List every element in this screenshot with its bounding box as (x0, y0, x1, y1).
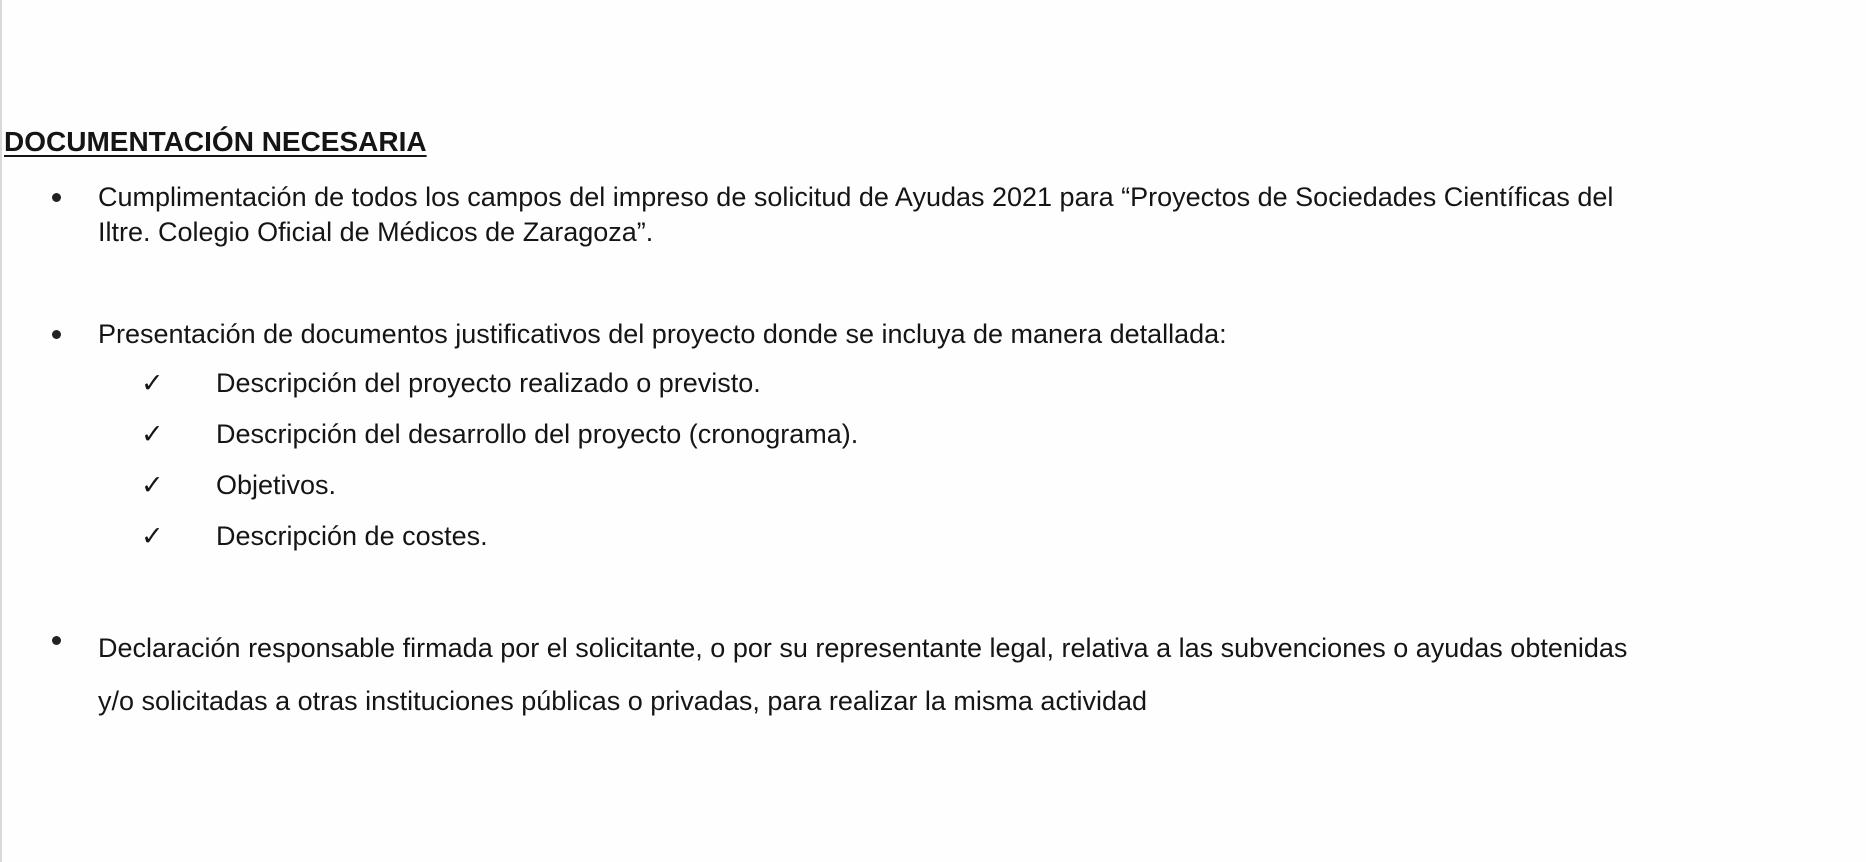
bullet-3-text (98, 622, 1627, 728)
bullet-2-line-1: Presentación de documentos justificativos del proyecto donde se incluya de manera detallada: (98, 319, 1227, 349)
bullet-2-dot (52, 330, 61, 339)
bullet-1-dot (52, 193, 61, 202)
subitem-3-text: Objetivos. (216, 470, 337, 500)
check-2-icon: ✓ (141, 419, 164, 450)
bullet-3-line-1: Declaración responsable firmada por el solicitante, o por su representante legal, relativa a las subvenciones o ayudas obtenidas (98, 633, 1628, 663)
check-1-icon: ✓ (141, 368, 164, 399)
check-4-icon: ✓ (141, 521, 164, 552)
section-heading: DOCUMENTACIÓN NECESARIA (4, 126, 427, 157)
check-3-icon: ✓ (141, 470, 164, 501)
bullet-3-dot (52, 636, 61, 645)
bullet-2-text (98, 317, 1227, 352)
bullet-1-text (98, 180, 1613, 250)
bullet-3-line-2: y/o solicitadas a otras instituciones públicas o privadas, para realizar la misma actividad (98, 686, 1147, 716)
subitem-2-text: Descripción del desarrollo del proyecto (cronograma). (216, 419, 859, 449)
bullet-1-line-2: Iltre. Colegio Oficial de Médicos de Zaragoza”. (98, 217, 654, 247)
page-left-border (0, 0, 2, 862)
subitem-4-text: Descripción de costes. (216, 521, 488, 551)
bullet-1-line-1: Cumplimentación de todos los campos del impreso de solicitud de Ayudas 2021 para “Proyectos de Sociedades Científicas del (98, 182, 1614, 212)
subitem-1-text: Descripción del proyecto realizado o previsto. (216, 368, 761, 398)
